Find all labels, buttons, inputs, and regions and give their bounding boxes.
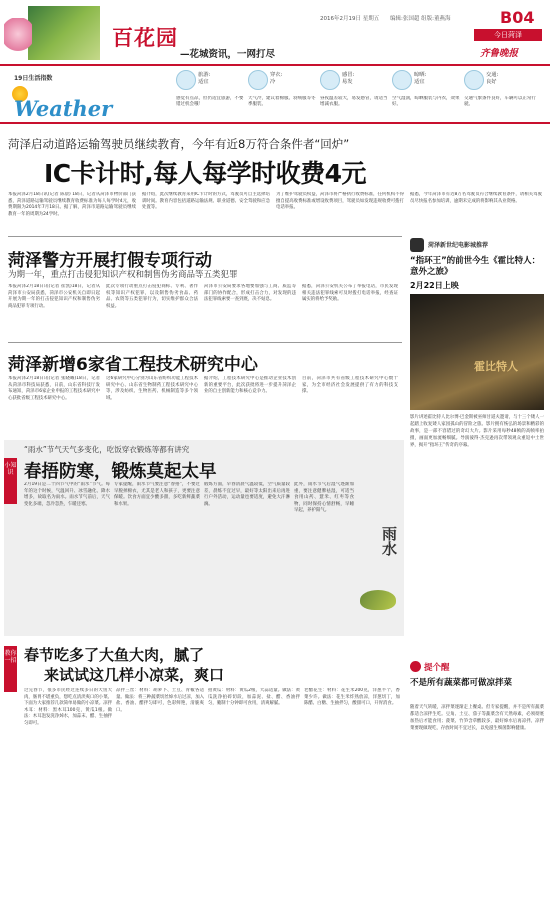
article-col-3: 据介绍，工程技术研究中心是推动企业技术创新的重要平台，此次获批将进一步提升菏泽企业的自主创新能力和核心竞争力。	[204, 376, 296, 395]
issue-date: 2016年2月19日 星期五	[320, 16, 380, 22]
article-col-4: 老醋花生：材料：花生米200克，洋葱半个，香菜少许。做法：花生米炸熟放凉，洋葱切丁，加陈醋、白糖、生抽拌匀，酸甜可口，开胃消食。	[304, 688, 400, 707]
article-research	[0, 342, 404, 438]
traffic-icon	[464, 70, 484, 90]
clothing-index: 穿衣: 冷	[270, 72, 283, 85]
article-col-2: 凉拌三丝：材料：胡萝卜、土豆、青椒各适量。做法：将三种蔬菜切丝焯水后过凉，加入盐、香油、醋拌匀即可，色彩鲜艳，清脆爽口。	[116, 688, 204, 713]
article-headline: IC卡计时,每人每学时收费4元	[44, 159, 367, 188]
clothing-icon	[248, 70, 268, 90]
article-headline-line1: 春节吃多了大鱼大肉，腻了	[24, 646, 205, 664]
article-headline: 春捂防寒，锻炼莫起太早	[24, 462, 217, 482]
issue-editors: 编辑:张国超 组版:董燕海	[390, 16, 451, 22]
article-col-2: 据介绍，此次继续教育采用IC卡计时的方式，驾驶员可自主选择培训时间。教育内容包括道路运输法规、职业道德、安全驾驶和应急处置等。	[142, 192, 270, 211]
drying-icon	[392, 70, 412, 90]
clothing-desc: 天气冷，建议着棉服、羽绒服等冬季服装。	[248, 96, 316, 107]
travel-index: 旅游: 适宜	[198, 72, 211, 85]
article-col-2: 这6家研究中心分别为山东省纺织功能工程技术研究中心、山东省生物制药工程技术研究中心等，涉及纺织、生物医药、机械制造等多个领域。	[106, 376, 198, 401]
article-col-3: 拍黄瓜：材料：黄瓜2根，大蒜适量。做法：黄瓜洗净拍碎切段，加蒜泥、盐、醋、香油拌匀，腌制十分钟即可食用，清爽解腻。	[208, 688, 300, 707]
weather-logo: Weather	[14, 96, 113, 121]
article-col-1: 本报菏泽2月18日讯(记者 张晓曦)18日，记者从菏泽市科技局获悉，日前，山东省科技厅发布通知，菏泽市6家企业申报的工程技术研究中心获批省级工程技术研究中心。	[8, 376, 100, 401]
article-col-4: 据悉，今年菏泽市有近8万名驾驶员符合继续教育条件，请相关驾驶员尽快报名参加培训，逾期未完成的将影响其从业资格。	[410, 192, 542, 204]
section-label-knowledge: 小知识	[4, 458, 17, 504]
section-subtitle: —花城资讯，一网打尽	[180, 49, 276, 60]
poster-caption: 霍比特人	[474, 360, 518, 373]
rain-water-calligraphy: 雨水	[380, 526, 398, 556]
article-col-4: 目前，菏泽市共有省级工程技术研究中心数十家，为全市经济社会发展提供了有力的科技支撑。	[302, 376, 398, 395]
tip-badge	[410, 660, 466, 674]
article-subhead: 为期一年，重点打击侵犯知识产权和制售伪劣商品等五类犯罪	[8, 270, 238, 280]
tip-title: 不是所有蔬菜都可做凉拌菜	[410, 678, 513, 688]
article-col-2: 此次专项行动重点打击侵犯商标、专利、著作权等知识产权犯罪，以及制售伪劣食品、药品、农资等五类犯罪行为，切实维护群众合法权益。	[106, 284, 198, 309]
article-headline-line2: 来试试这几样小凉菜，爽口	[44, 666, 225, 684]
movie-name: “指环王”的前世今生《霍比特人：意外之旅》	[410, 256, 541, 277]
article-col-3: 菏泽市公安局要求各地要加强与工商、质监等部门的协作配合，形成打击合力，对发现的违法犯罪线索要一查到底，决不姑息。	[204, 284, 296, 303]
header-banner-image	[28, 6, 100, 60]
weather-rule	[0, 122, 550, 124]
page-number: B04	[500, 8, 535, 27]
section-tag: 今日菏泽	[474, 29, 542, 41]
article-cold-dishes	[4, 640, 404, 920]
divider	[8, 342, 402, 343]
cold-icon	[320, 70, 340, 90]
flower-decoration-icon	[4, 18, 32, 58]
divider	[8, 236, 402, 237]
article-headline: 菏泽警方开展打假专项行动	[8, 251, 212, 271]
sidebar	[408, 236, 546, 918]
article-col-1: 过完春节，很多市民经过连续多日的大鱼大肉，肠胃不堪重负，想吃点清淡爽口的小菜。下面为大家推荐几款简单易做的小凉菜。凉拌木耳：材料：黑木耳100克，黄瓜1根。做法：木耳泡发洗净焯水，加蒜末、醋、生抽拌匀即可。	[24, 688, 112, 726]
article-col-1: 本报菏泽2月18日讯(记者 陈晨) 18日，记者从菏泽市物价部门获悉，菏泽道路运输驾驶员继续教育收费标准为每人每学时4元，收费期限为2014年7月18日。据了解，菏泽市道路运输驾驶员继续教育一年的周期为24学时。	[8, 192, 136, 217]
bird-illustration	[360, 590, 396, 610]
travel-icon	[176, 70, 196, 90]
article-col-3: 为了维护驾驶员权益，菏泽市将严格执行收费标准，任何机构不得擅自提高收费标准或增设收费项目，驾驶员如发现违规收费可拨打电话举报。	[276, 192, 404, 211]
tip-body: 随着天气转暖，凉拌菜逐渐走上餐桌。但专家提醒，并不是所有蔬菜都适合凉拌生吃。豆角、土豆、茄子等蔬菜含有天然毒素，必须彻底加热后才能食用；菠菜、竹笋含草酸较多，最好焯水后再凉拌。凉拌菜要现做现吃，存放时间不宜过长，以免滋生细菌影响健康。	[410, 705, 544, 731]
article-headline: 菏泽新增6家省工程技术研究中心	[8, 355, 258, 375]
section-label-tips: 教你一招	[4, 646, 17, 692]
movie-poster	[410, 294, 544, 410]
cinema-title: 菏泽新世纪电影城推荐	[428, 242, 489, 249]
article-col-4: 此外，雨水节气后湿气逐渐加重，要注意健脾祛湿，可适当食用山药、薏米、红枣等食物，同时保持心情舒畅，早睡早起，养护阳气。	[294, 482, 354, 514]
paper-logo: 齐鲁晚报	[480, 48, 519, 59]
page-header	[0, 0, 550, 66]
movie-review: 影片讲述霍比特人比尔博·巴金斯被巫师甘道夫邀请，与十三个矮人一起踏上收复矮人家园孤山的冒险之旅。影片拥有恢弘的场景和精彩的故事，是一部不容错过的奇幻大片。影片采用每秒48帧的高帧率拍摄，画面更加流畅细腻。导演彼得·杰克逊再次带领观众重返中土世界，揭开“指环王”传奇的序幕。	[410, 415, 544, 448]
article-kicker: “雨水”节气天气多变化，吃饭穿衣锻炼等都有讲究	[24, 445, 190, 454]
traffic-desc: 交通气象条件良好，车辆可以正常行驶。	[464, 96, 536, 107]
tip-badge-label: 提个醒	[424, 663, 450, 673]
article-rain-water	[4, 440, 404, 636]
article-col-1: 本报菏泽2月18日讯(记者 崔凯)18日，记者从菏泽市公安局获悉，菏泽市公安机关自即日起开展为期一年的打击侵犯知识产权和制售伪劣商品犯罪专项行动。	[8, 284, 100, 309]
article-col-1: 2月19日是二十四节气中的“雨水”节气。每年的这个时候，气温回升、冰雪融化、降水增多，故取名为雨水。雨水节气前后，天气变化多端，忽冷忽热，乍暖还寒。	[24, 482, 110, 507]
cold-desc: 昼夜温差较大，易发感冒，请适当增减衣服。	[320, 96, 388, 107]
weather-strip	[0, 66, 550, 124]
traffic-index: 交通: 良好	[486, 72, 499, 85]
cinema-logo	[410, 238, 424, 252]
article-ic-card	[0, 128, 550, 232]
travel-desc: 感觉有点凉，但仍适宜旅游，不要错过机会哦！	[176, 96, 244, 107]
release-date: 2月22日上映	[410, 281, 459, 290]
drying-index: 晾晒: 适宜	[414, 72, 427, 85]
drying-desc: 空气湿润，晾晒服装与内衣，效果好。	[392, 96, 460, 107]
cold-index: 感冒: 易发	[342, 72, 355, 85]
section-title: 百花园	[112, 25, 178, 50]
article-col-2: 专家提醒，雨水节气要注意“春捂”，不要过早脱掉棉衣，尤其是老人和孩子，更要注意保暖。饮食方面宜少酸多甜，多吃新鲜蔬菜和水果。	[114, 482, 200, 507]
article-col-3: 锻炼方面，早春清晨气温较低，空气质量较差，晨练不宜过早，最好等太阳出来后再进行户外活动，运动量也要适度，避免大汗淋漓。	[204, 482, 290, 507]
article-col-4: 据悉，菏泽公安机关公布了举报电话，市民发现相关违法犯罪线索可及时拨打电话举报，经查证属实的将给予奖励。	[302, 284, 398, 303]
article-kicker: 菏泽启动道路运输驾驶员继续教育，今年有近8万符合条件者“回炉”	[8, 137, 350, 151]
bulb-icon	[410, 661, 421, 672]
weather-service-label: 19日生活指数	[14, 75, 53, 82]
